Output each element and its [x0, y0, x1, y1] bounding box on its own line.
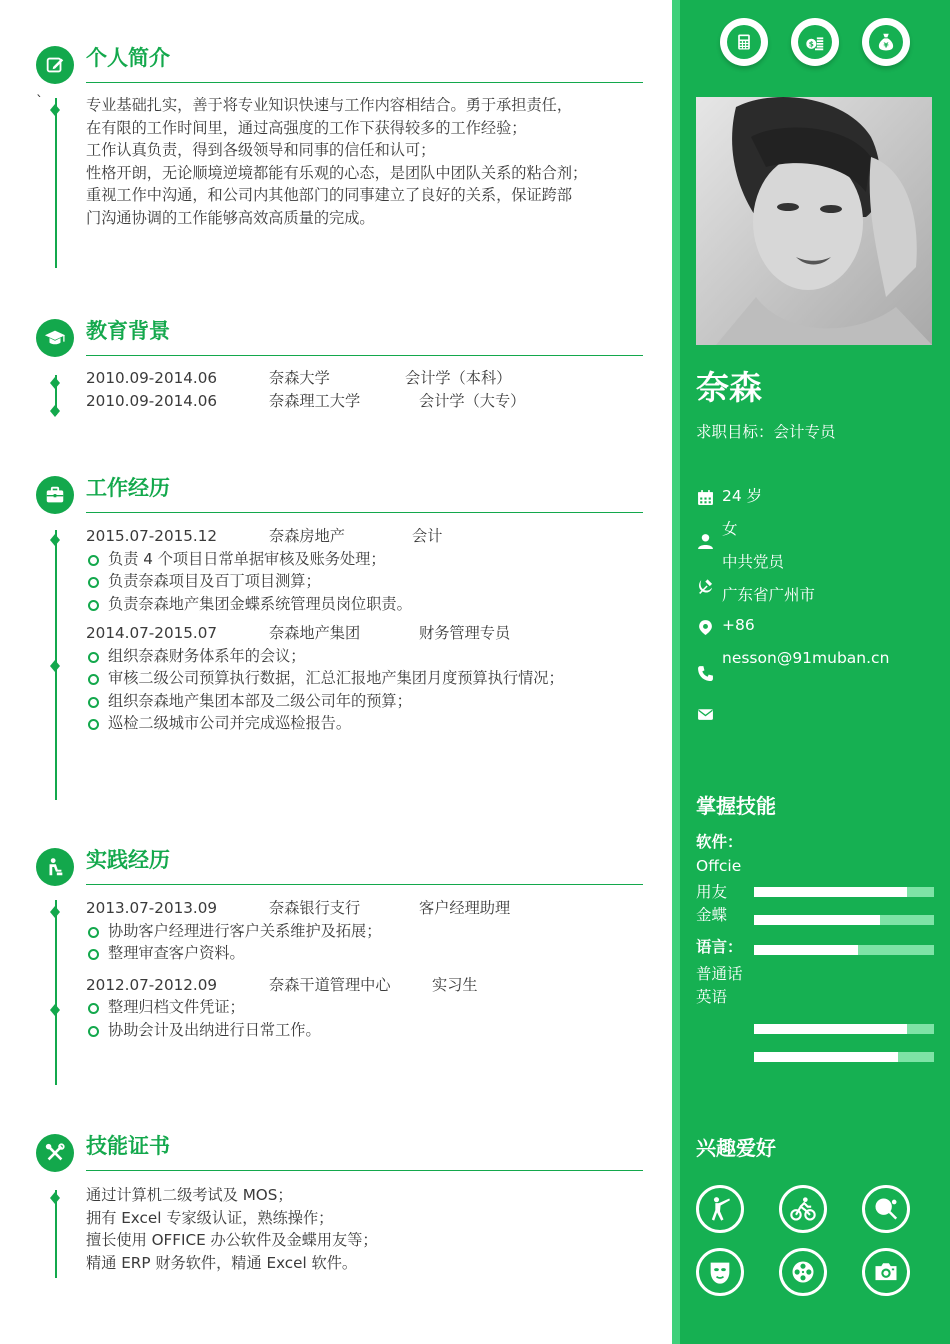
profile-section [36, 40, 643, 270]
skill-name: 用友 [696, 883, 728, 901]
practice-row [86, 897, 643, 920]
work-date: 2014.07-2015.07 [86, 624, 218, 642]
stray-mark: ` [36, 94, 43, 110]
certs-section [36, 1128, 643, 1278]
practice-role: 客户经理助理 [419, 899, 511, 917]
certs-text [86, 1184, 643, 1274]
skill-name: 金蝶 [696, 906, 728, 924]
person-icon [697, 533, 714, 550]
duty-item: 协助会计及出纳进行日常工作。 [86, 1019, 643, 1042]
timeline-marker [50, 377, 60, 389]
education-list [86, 367, 643, 412]
info-gender: 女 [722, 520, 738, 538]
timeline-marker [50, 660, 60, 672]
duty-item: 负责奈森项目及百丁项目测算； [86, 570, 643, 593]
work-date: 2015.07-2015.12 [86, 527, 218, 545]
location-pin-icon [697, 619, 714, 636]
education-header [36, 313, 643, 353]
svg-text:$: $ [808, 39, 814, 49]
practice-company: 奈森银行支行 [269, 899, 361, 917]
timeline-line [55, 900, 57, 1085]
practice-row [86, 974, 643, 997]
section-title: 技能证书 [86, 1134, 170, 1158]
work-role: 财务管理专员 [419, 624, 511, 642]
education-school: 奈森理工大学 [269, 391, 361, 410]
education-row [86, 390, 643, 413]
education-major: 会计学（大专） [419, 391, 526, 410]
section-divider [86, 355, 643, 356]
hammer-sickle-icon [697, 578, 714, 595]
work-row [86, 622, 643, 645]
education-school: 奈森大学 [269, 369, 330, 387]
skill-bar-fill [754, 915, 880, 925]
mask-icon [696, 1248, 744, 1296]
language-label: 语言： [696, 938, 743, 956]
duty-item: 审核二级公司预算执行数据，汇总汇报地产集团月度预算执行情况； [86, 667, 643, 690]
work-role: 会计 [412, 527, 443, 545]
work-row [86, 525, 643, 548]
info-party: 中共党员 [722, 553, 785, 571]
timeline-line [55, 98, 57, 268]
language-bar [754, 1024, 934, 1034]
timeline-marker [50, 104, 60, 116]
duty-item: 巡检二级城市公司并完成巡检报告。 [86, 712, 643, 735]
person-at-desk-icon [36, 848, 74, 886]
cycling-icon [779, 1185, 827, 1233]
profile-line: 工作认真负责，得到各级领导和同事的信任和认可； [86, 141, 436, 159]
cert-line: 精通 ERP 财务软件，精通 Excel 软件。 [86, 1253, 358, 1272]
cert-line: 通过计算机二级考试及 MOS； [86, 1186, 293, 1204]
money-stack-icon [791, 18, 839, 66]
duty-item: 整理审查客户资料。 [86, 942, 643, 965]
skills-title: 掌握技能 [696, 794, 776, 818]
practice-section [36, 842, 643, 1087]
language-bar-fill [754, 1024, 907, 1034]
graduation-cap-icon [36, 319, 74, 357]
duty-item: 组织奈森地产集团本部及二级公司年的预算； [86, 690, 643, 713]
section-divider [86, 512, 643, 513]
duty-item: 组织奈森财务体系年的会议； [86, 645, 643, 668]
profile-header [36, 40, 643, 80]
profile-line: 性格开朗，无论顺境逆境都能有乐观的心态，是团队中团队关系的粘合剂； [86, 163, 588, 182]
tools-icon [36, 1134, 74, 1172]
cert-line: 擅长使用 OFFICE 办公软件及金蝶用友等； [86, 1231, 378, 1249]
info-location: 广东省广州市 [722, 586, 816, 604]
skill-bar [754, 945, 934, 955]
education-section [36, 313, 643, 423]
skill-bar-fill [754, 887, 907, 897]
work-section [36, 470, 643, 805]
cert-line: 拥有 Excel 专家级认证，熟练操作； [86, 1208, 334, 1227]
info-age: 24 岁 [722, 487, 763, 505]
section-title: 个人简介 [86, 46, 170, 70]
language-name: 英语 [696, 988, 728, 1006]
timeline-marker [50, 1192, 60, 1204]
money-bag-icon [862, 18, 910, 66]
sidebar-edge [672, 0, 680, 1344]
email-icon [697, 706, 714, 723]
timeline-marker [50, 1004, 60, 1016]
profile-text [86, 94, 643, 229]
hobbies-title: 兴趣爱好 [696, 1136, 776, 1160]
phone-icon [697, 665, 714, 682]
work-header [36, 470, 643, 510]
calendar-icon [697, 489, 714, 506]
section-title: 实践经历 [86, 848, 170, 872]
timeline-marker [50, 534, 60, 546]
education-major: 会计学（本科） [405, 369, 512, 387]
duty-item: 负责 4 个项目日常单据审核及账务处理； [86, 548, 643, 571]
section-divider [86, 82, 643, 83]
practice-date: 2012.07-2012.09 [86, 975, 218, 994]
profile-line: 门沟通协调的工作能够高效高质量的完成。 [86, 208, 375, 227]
film-reel-icon [779, 1248, 827, 1296]
certs-header [36, 1128, 643, 1168]
work-list [86, 525, 643, 735]
language-bar [754, 1052, 934, 1062]
education-row [86, 367, 643, 390]
calculator-icon [720, 18, 768, 66]
skill-bar-fill [754, 945, 858, 955]
profile-photo [696, 97, 932, 345]
education-date: 2010.09-2014.06 [86, 391, 218, 410]
software-label: 软件： [696, 833, 743, 851]
skill-name: Offcie [696, 857, 742, 875]
work-company: 奈森房地产 [269, 527, 345, 545]
profile-line: 重视工作中沟通，和公司内其他部门的同事建立了良好的关系，保证跨部 [86, 186, 572, 204]
edit-icon [36, 46, 74, 84]
work-company: 奈森地产集团 [269, 624, 361, 642]
section-divider [86, 1170, 643, 1171]
info-phone: +86 [722, 616, 755, 634]
duty-item: 协助客户经理进行客户关系维护及拓展； [86, 920, 643, 943]
section-title: 工作经历 [86, 476, 170, 500]
timeline-marker [50, 405, 60, 417]
skill-bar [754, 887, 934, 897]
practice-header [36, 842, 643, 882]
practice-date: 2013.07-2013.09 [86, 899, 218, 917]
practice-role: 实习生 [432, 975, 478, 994]
table-tennis-icon [862, 1185, 910, 1233]
skill-bar [754, 915, 934, 925]
section-title: 教育背景 [86, 319, 170, 343]
timeline-marker [50, 906, 60, 918]
svg-text:¥: ¥ [883, 40, 889, 50]
section-divider [86, 884, 643, 885]
duty-item: 整理归档文件凭证； [86, 996, 643, 1019]
briefcase-icon [36, 476, 74, 514]
profile-line: 专业基础扎实，善于将专业知识快速与工作内容相结合。勇于承担责任， [86, 96, 572, 114]
language-name: 普通话 [696, 965, 743, 983]
language-bar-fill [754, 1052, 898, 1062]
profile-line: 在有限的工作时间里，通过高强度的工作下获得较多的工作经验； [86, 118, 527, 137]
dance-icon [696, 1185, 744, 1233]
job-target: 求职目标：会计专员 [696, 423, 836, 441]
duty-item: 负责奈森地产集团金蝶系统管理员岗位职责。 [86, 593, 643, 616]
practice-company: 奈森干道管理中心 [269, 975, 391, 994]
info-email: nesson@91muban.cn [722, 649, 890, 667]
camera-icon [862, 1248, 910, 1296]
practice-list [86, 897, 643, 1041]
person-name: 奈森 [696, 368, 762, 407]
education-date: 2010.09-2014.06 [86, 369, 218, 387]
